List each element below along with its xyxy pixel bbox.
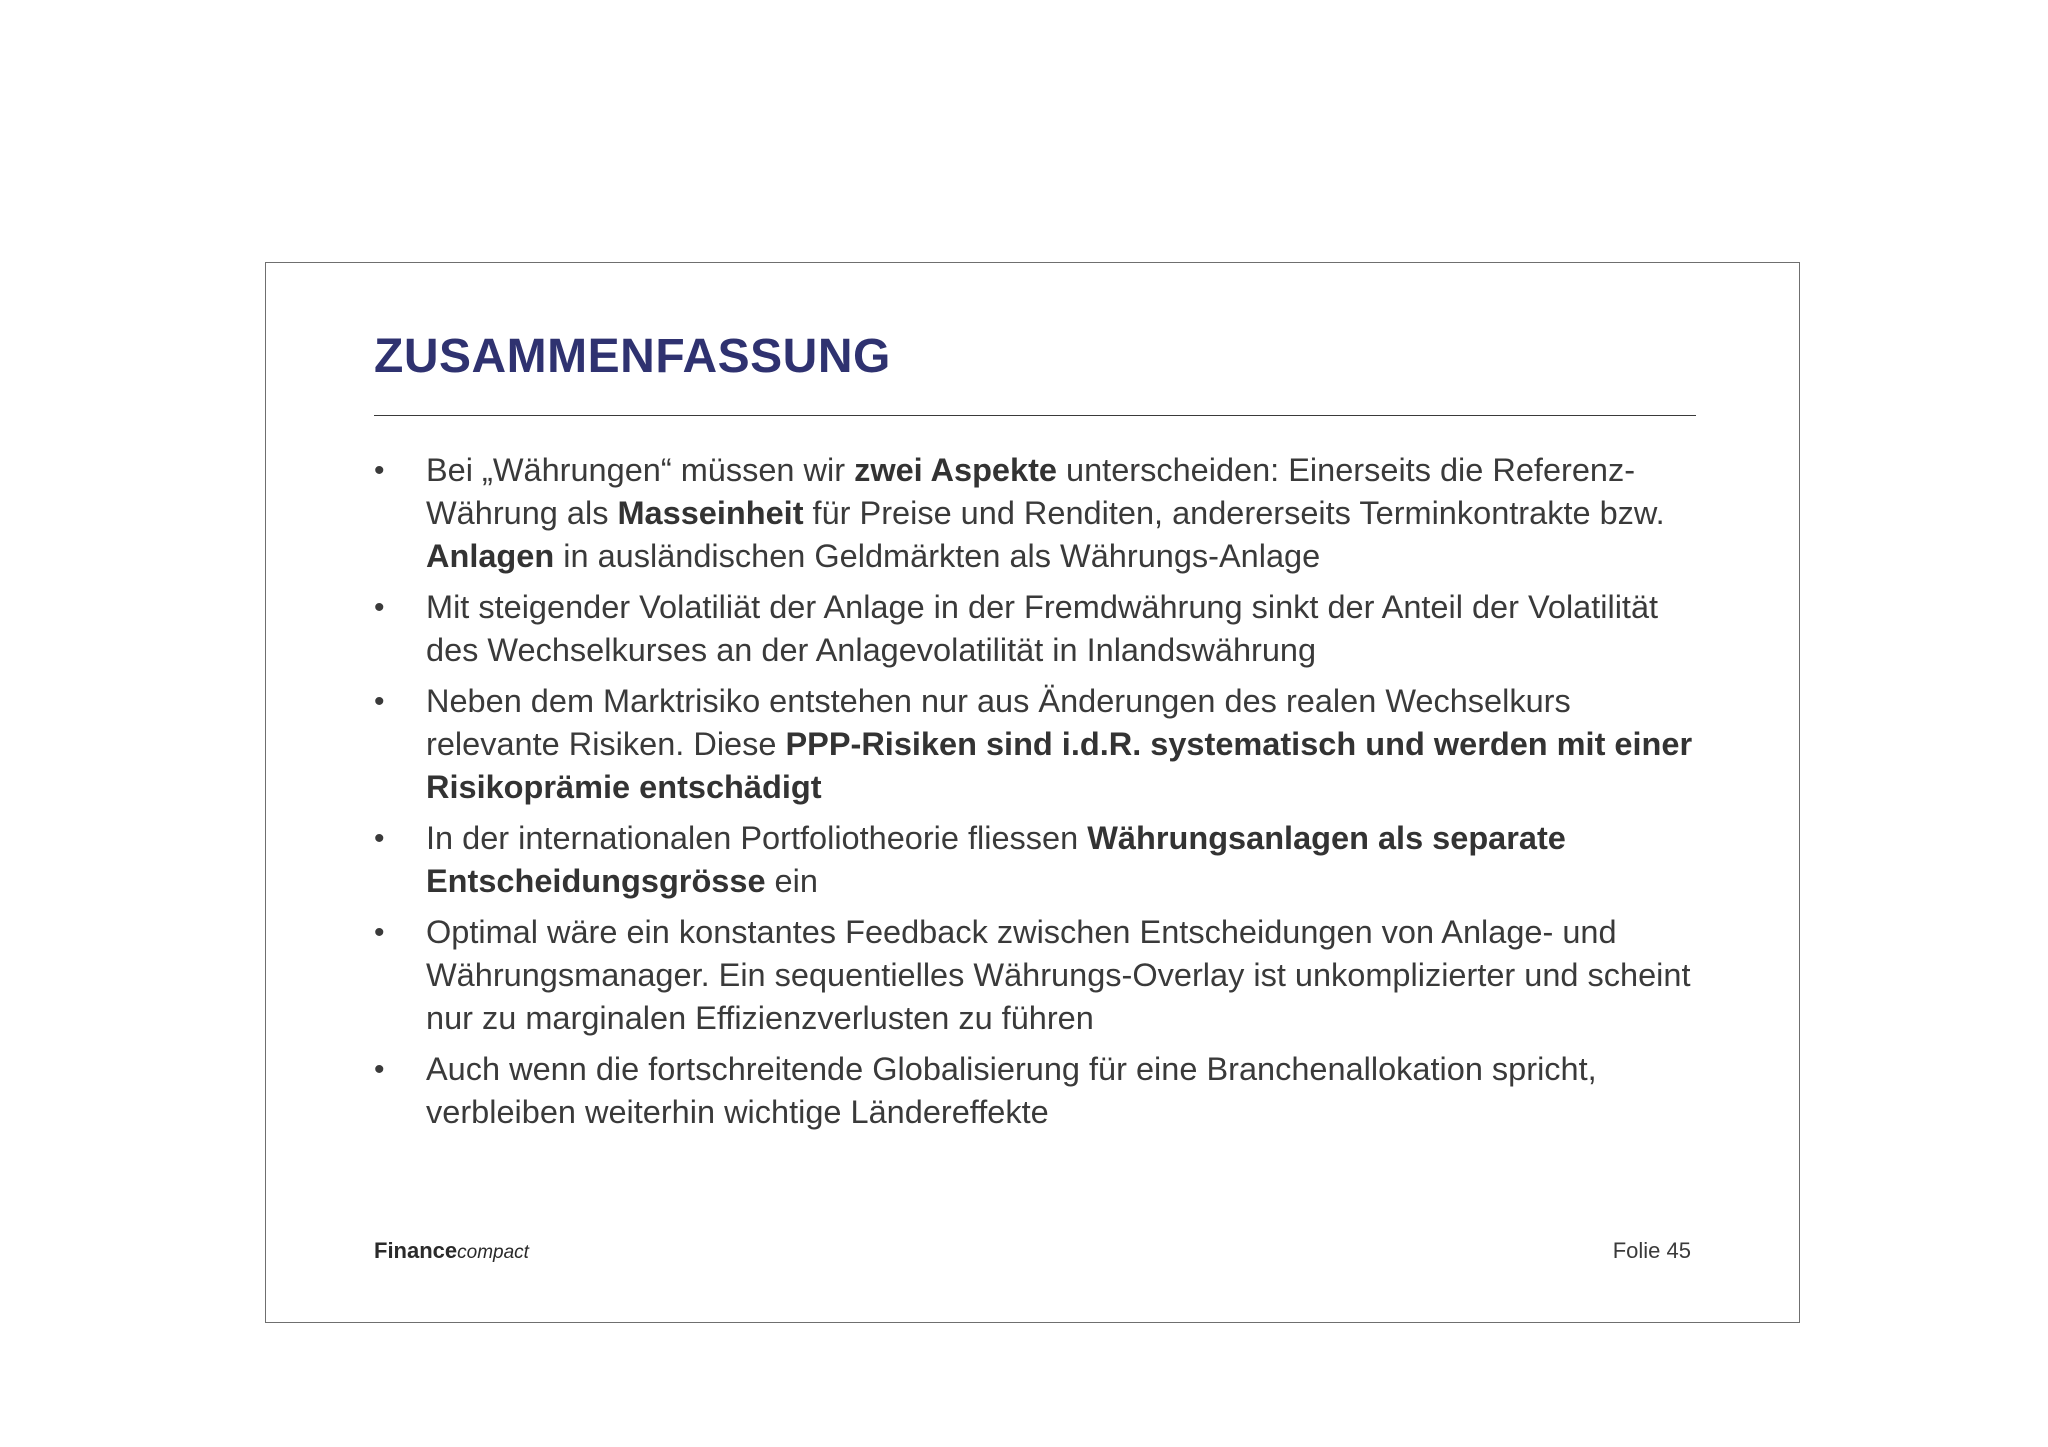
bullet-item — [370, 817, 1700, 903]
brand-light-text: compact — [457, 1242, 529, 1263]
bullet-item — [370, 449, 1700, 578]
bullet-bold-segment: PPP-Risiken sind i.d.R. systematisch und werden mit einer Risikoprämie entschädigt — [426, 726, 1693, 805]
bullet-text-segment: in ausländischen Geldmärkten als Währungs-Anlage — [554, 538, 1321, 574]
bullet-text-segment: für Preise und Renditen, andererseits Terminkontrakte bzw. — [803, 495, 1665, 531]
bullet-text-segment: Optimal wäre ein konstantes Feedback zwischen Entscheidungen von Anlage- und Währungsmanager. Ein sequentielles Währungs-Overlay ist unkomplizierter und scheint nur zu marginalen Effizienzverlusten zu führen — [426, 914, 1691, 1036]
bullet-marker: • — [374, 822, 385, 855]
footer-brand-logo — [374, 1238, 529, 1264]
bullet-text-segment: ein — [765, 863, 818, 899]
bullet-bold-segment: zwei Aspekte — [854, 452, 1057, 488]
slide-number: Folie 45 — [1612, 1238, 1691, 1263]
bullet-item — [370, 1048, 1700, 1134]
bullet-marker: • — [374, 685, 385, 718]
bullet-item — [370, 586, 1700, 672]
bullet-text-segment: Neben dem Marktrisiko entstehen nur aus Änderungen des realen Wechselkurs relevante Risiken. Diese — [426, 683, 1571, 762]
slide — [265, 262, 1800, 1323]
bullet-marker: • — [374, 454, 385, 487]
bullet-text-segment: Bei „Währungen“ müssen wir — [426, 452, 855, 488]
bullet-bold-segment: Masseinheit — [617, 495, 804, 531]
bullet-list — [370, 449, 1700, 1142]
title-divider — [374, 415, 1696, 416]
bullet-bold-segment: Währungsanlagen als separate Entscheidungsgrösse — [426, 820, 1566, 899]
bullet-text-segment: In der internationalen Portfoliotheorie fliessen — [426, 820, 1088, 856]
bullet-marker: • — [374, 916, 385, 949]
bullet-text-segment: Auch wenn die fortschreitende Globalisierung für eine Branchenallokation spricht, verbleiben weiterhin wichtige Ländereffekte — [426, 1051, 1597, 1130]
bullet-text-segment: unterscheiden: Einerseits die Referenz-Währung als — [426, 452, 1636, 531]
brand-strong-text: Finance — [374, 1238, 458, 1263]
bullet-marker: • — [374, 591, 385, 624]
bullet-marker: • — [374, 1053, 385, 1086]
bullet-item — [370, 680, 1700, 809]
bullet-bold-segment: Anlagen — [426, 538, 555, 574]
bullet-item — [370, 911, 1700, 1040]
bullet-text-segment: Mit steigender Volatiliät der Anlage in der Fremdwährung sinkt der Anteil der Volatilität des Wechselkurses an der Anlagevolatilität in Inlandswährung — [426, 589, 1659, 668]
slide-title: ZUSAMMENFASSUNG — [374, 330, 891, 383]
